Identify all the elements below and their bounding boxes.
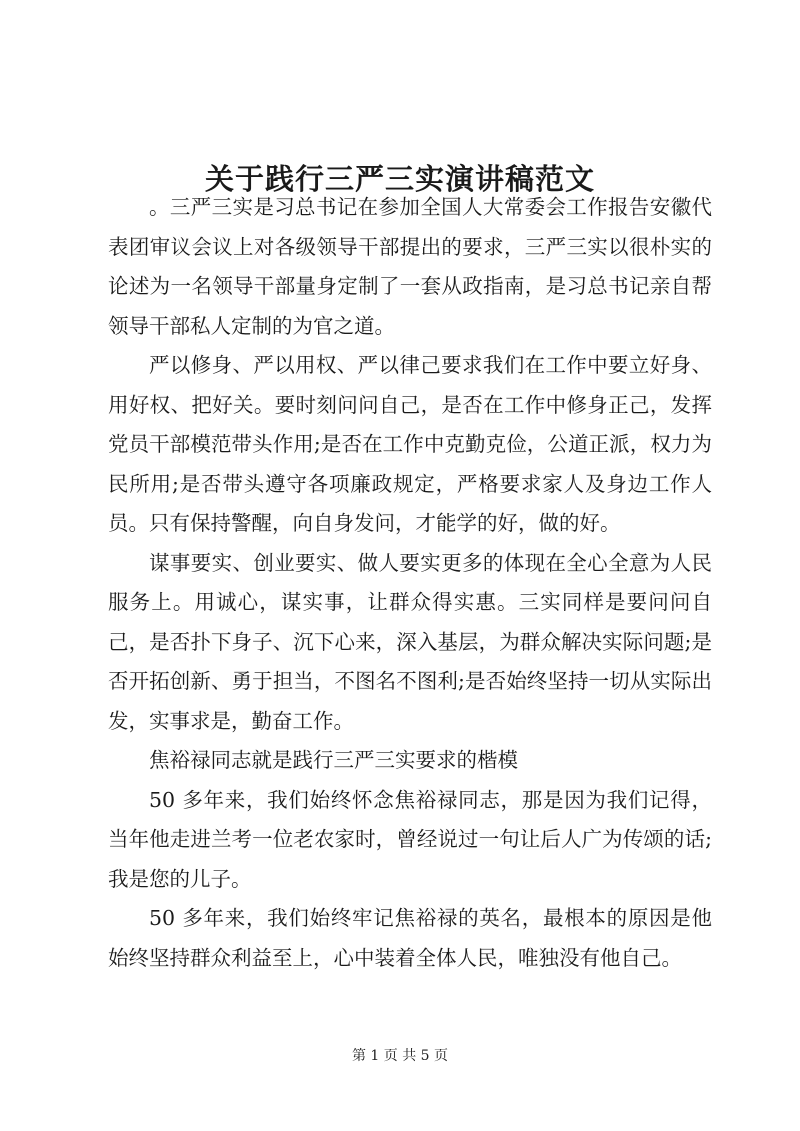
paragraph-three-stricts: 严以修身、严以用权、严以律己要求我们在工作中要立好身、用好权、把好关。要时刻问问自己，是否在工作中修身正己，发挥党员干部模范带头作用;是否在工作中克勤克俭，公道正派，权力为民所用;是否带头遵守各项廉政规定，严格要求家人及身边工作人员。只有保持警醒，向自身发问，才能学的好，做的好。 [108, 353, 712, 535]
paragraph-subheading: 焦裕禄同志就是践行三严三实要求的楷模 [149, 748, 518, 772]
page-title: 关于践行三严三实演讲稿范文 [204, 162, 595, 197]
page-number-footer: 第 1 页 共 5 页 [351, 1048, 449, 1064]
paragraph-intro: 。三严三实是习总书记在参加全国人大常委会工作报告安徽代表团审议会议上对各级领导干部提出的要求，三严三实以很朴实的论述为一名领导干部量身定制了一套从政指南，是习总书记亲自帮领导干部私人定制的为官之道。 [108, 195, 712, 338]
document-body [108, 188, 712, 978]
paragraph-three-solids: 谋事要实、创业要实、做人要实更多的体现在全心全意为人民服务上。用诚心，谋实事，让群众得实惠。三实同样是要问问自己，是否扑下身子、沉下心来，深入基层，为群众解决实际问题;是否开拓创新、勇于担当，不图名不图利;是否始终坚持一切从实际出发，实事求是，勤奋工作。 [108, 550, 712, 733]
paragraph-fifty-years-remember: 50 多年来，我们始终怀念焦裕禄同志，那是因为我们记得，当年他走进兰考一位老农家时，曾经说过一句让后人广为传颂的话;我是您的儿子。 [108, 787, 712, 891]
paragraph-fifty-years-name: 50 多年来，我们始终牢记焦裕禄的英名，最根本的原因是他始终坚持群众利益至上，心中装着全体人民，唯独没有他自己。 [108, 906, 712, 970]
